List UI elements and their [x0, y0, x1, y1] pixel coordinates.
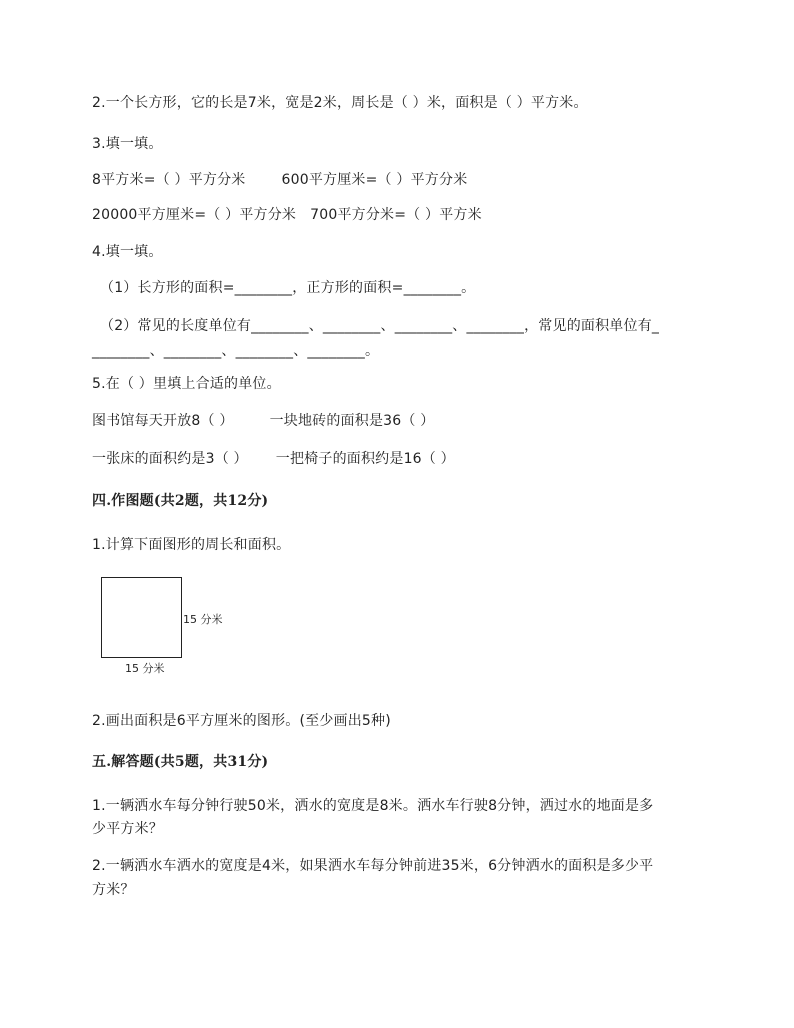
square-bottom-label: 15 分米 — [125, 662, 165, 675]
question-5-title: 5.在（ ）里填上合适的单位。 — [92, 376, 281, 392]
question-4-title: 4.填一填。 — [92, 244, 163, 260]
section-5-question-1-line-1: 1.一辆洒水车每分钟行驶50米，洒水的宽度是8米。洒水车行驶8分钟，洒过水的地面是多 — [92, 798, 654, 814]
conversion-item: 8平方米=（ ）平方分米 — [92, 172, 246, 188]
section-5-question-2-line-2: 方米？ — [92, 882, 135, 898]
question-4-part-1: （1）长方形的面积=________，正方形的面积=________。 — [100, 280, 476, 296]
conversion-item: 20000平方厘米=（ ）平方分米 — [92, 207, 297, 223]
section-4-question-2: 2.画出面积是6平方厘米的图形。(至少画出5种) — [92, 713, 391, 729]
section-4-question-1: 1.计算下面图形的周长和面积。 — [92, 537, 291, 553]
question-3-row-1 — [92, 170, 467, 190]
section-5-question-2-line-1: 2.一辆洒水车洒水的宽度是4米，如果洒水车每分钟前进35米，6分钟洒水的面积是多少平 — [92, 858, 654, 874]
section-5-heading: 五.解答题(共5题，共31分) — [92, 754, 269, 770]
question-5-row-2 — [92, 449, 455, 469]
square-shape — [101, 577, 182, 658]
unit-item: 图书馆每天开放8（ ） — [92, 413, 234, 429]
conversion-item: 700平方分米=（ ）平方米 — [310, 207, 482, 223]
question-3-title: 3.填一填。 — [92, 136, 163, 152]
unit-item: 一张床的面积约是3（ ） — [92, 451, 248, 467]
question-3-row-2 — [92, 205, 482, 225]
question-4-part-2-line-2: ________、________、________、________。 — [92, 343, 380, 359]
section-5-question-1-line-2: 少平方米？ — [92, 821, 163, 837]
question-2-rectangle: 2.一个长方形，它的长是7米，宽是2米，周长是（ ）米，面积是（ ）平方米。 — [92, 95, 588, 111]
unit-item: 一把椅子的面积约是16（ ） — [275, 451, 455, 467]
square-right-label: 15 分米 — [183, 613, 223, 626]
question-5-row-1 — [92, 411, 434, 431]
section-4-heading: 四.作图题(共2题，共12分) — [92, 493, 269, 509]
question-4-part-2-line-1: （2）常见的长度单位有________、________、________、________，常见的面积单位有_ — [100, 318, 660, 334]
unit-item: 一块地砖的面积是36（ ） — [269, 413, 435, 429]
conversion-item: 600平方厘米=（ ）平方分米 — [281, 172, 468, 188]
